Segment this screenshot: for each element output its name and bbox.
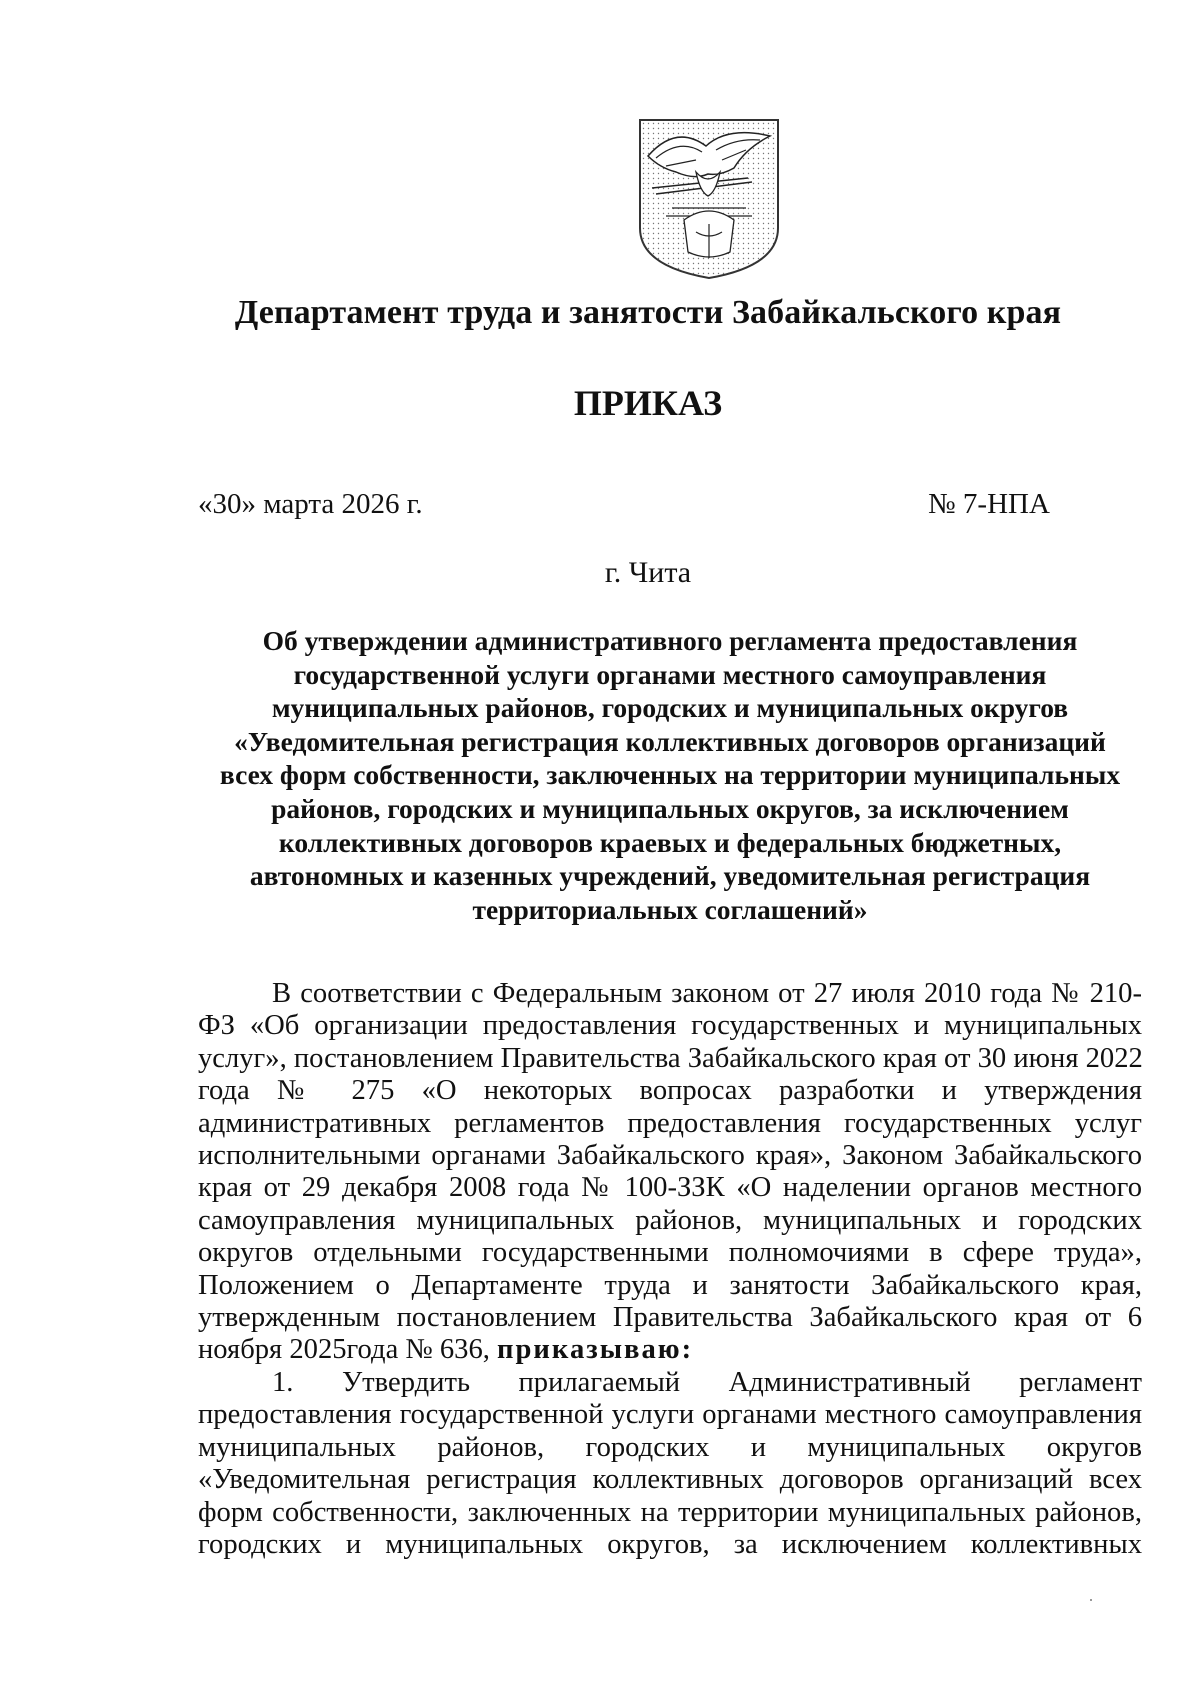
- document-date: «30» марта 2026 г.: [198, 488, 423, 520]
- document-body: [198, 978, 1142, 1561]
- body-line: года № 275 «О некоторых вопросах разработки и утверждения: [198, 1075, 1142, 1107]
- item-1-line: «Уведомительная регистрация коллективных договоров организаций всех: [198, 1464, 1142, 1496]
- order-keyword: приказываю:: [497, 1334, 694, 1366]
- organization-name: Департамент труда и занятости Забайкальского края: [234, 294, 1062, 331]
- item-1-line: форм собственности, заключенных на территории муниципальных районов,: [198, 1496, 1142, 1528]
- body-line-text: ноября 2025года № 636,: [198, 1334, 498, 1366]
- item-1-line: городских и муниципальных округов, за исключением коллективных: [198, 1528, 1142, 1560]
- item-1-line: предоставления государственной услуги органами местного самоуправления: [198, 1399, 1142, 1431]
- document-type: ПРИКАЗ: [573, 383, 723, 423]
- body-line: округов отдельными государственными полномочиями в сфере труда»,: [198, 1237, 1142, 1269]
- item-1-line: муниципальных районов, городских и муниципальных округов: [198, 1431, 1142, 1463]
- title-line: Об утверждении административного регламента предоставления: [262, 625, 1078, 656]
- title-line: государственной услуги органами местного самоуправления: [293, 658, 1047, 690]
- title-line: автономных и казенных учреждений, уведомительная регистрация: [249, 860, 1091, 892]
- body-line: услуг», постановлением Правительства Забайкальского края от 30 июня 2022: [198, 1042, 1143, 1074]
- title-line: муниципальных районов, городских и муниципальных округов: [271, 692, 1069, 724]
- body-line-order: [198, 1334, 1142, 1366]
- body-line: края от 29 декабря 2008 года № 100-ЗЗК «О наделении органов местного: [198, 1172, 1142, 1204]
- title-line: коллективных договоров краевых и федеральных бюджетных,: [278, 826, 1062, 858]
- title-line: районов, городских и муниципальных округов, за исключением: [271, 792, 1069, 824]
- coat-of-arms-icon: [636, 116, 782, 282]
- title-line: всех форм собственности, заключенных на территории муниципальных: [219, 759, 1121, 791]
- body-line: исполнительными органами Забайкальского края», Законом Забайкальского: [198, 1140, 1142, 1172]
- body-line: утвержденным постановлением Правительства Забайкальского края от 6: [198, 1302, 1142, 1334]
- body-line: ФЗ «Об организации предоставления государственных и муниципальных: [198, 1010, 1142, 1042]
- body-line: В соответствии с Федеральным законом от 27 июля 2010 года № 210-: [272, 978, 1142, 1009]
- body-line: Положением о Департаменте труда и занятости Забайкальского края,: [198, 1269, 1142, 1301]
- document-city: г. Чита: [604, 556, 692, 589]
- item-1-line: 1. Утвердить прилагаемый Административный регламент: [272, 1366, 1142, 1398]
- body-line: административных регламентов предоставления государственных услуг: [198, 1107, 1142, 1139]
- title-line: «Уведомительная регистрация коллективных договоров организаций: [234, 725, 1106, 757]
- document-number: № 7-НПА: [928, 488, 1050, 520]
- scan-speck: [1090, 1599, 1092, 1601]
- document-title: [198, 624, 1142, 926]
- body-line: самоуправления муниципальных районов, муниципальных и городских: [198, 1204, 1142, 1236]
- title-line: территориальных соглашений»: [472, 893, 868, 925]
